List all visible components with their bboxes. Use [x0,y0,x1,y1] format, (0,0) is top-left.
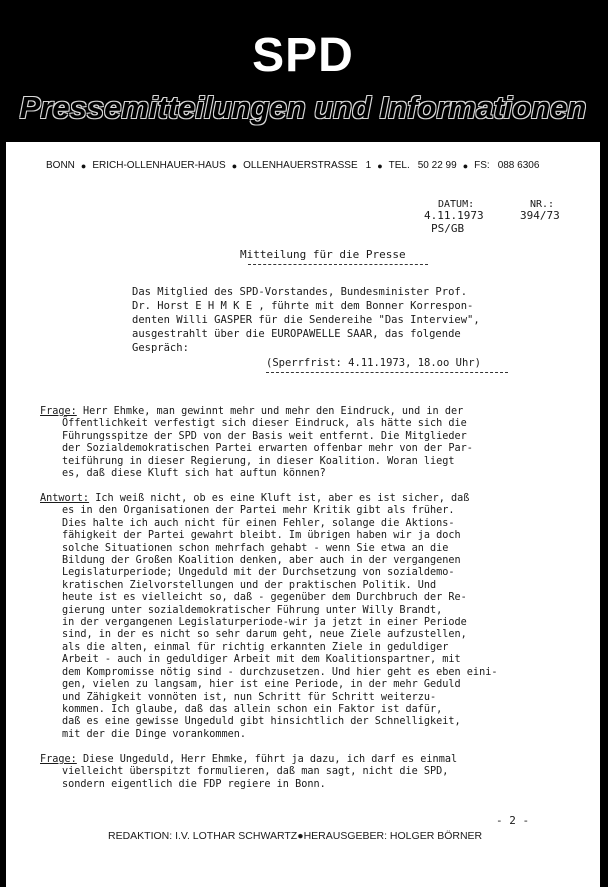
qa-line: gen, vielen zu langsam, hier ist eine Periode, in der mehr Geduld [62,679,461,691]
qa-line: daß es eine gewisse Ungeduld gibt hinsichtlich der Schnelligkeit, [62,716,461,728]
nr-label: NR.: [530,199,555,210]
qa-line: es, daß diese Kluft sich hat auftun können? [62,468,326,480]
qa-question-1 [40,406,580,480]
address-building: ERICH-OLLENHAUER-HAUS [92,160,226,171]
bullet-icon: ● [297,830,304,842]
nr-value: 394/73 [520,209,560,222]
sperrfrist-underline [266,372,508,373]
intro-paragraph [132,285,552,355]
qa-line: solche Situationen schon mehrfach gehabt - wenn Sie etwa an die [62,542,449,554]
bullet-icon: ● [462,160,469,171]
address-street: OLLENHAUERSTRASSE [243,160,358,171]
qa-line: heute ist es vielleicht so, daß - gegenüber dem Durchbruch der Re- [62,592,467,604]
fs-number: 088 6306 [497,160,540,171]
qa-line: Führungsspitze der SPD von der Basis weit entfernt. Die Mitglieder [62,430,467,442]
qa-label-frage: Frage: [40,406,77,417]
qa-line: Bildung der Großen Koalition denken, aber auch in der vergangenen [62,555,461,567]
qa-line: kratischen Zielvorstellungen und der praktischen Politik. Und [62,579,437,591]
bullet-icon: ● [231,160,238,171]
qa-line: als die alten, einmal für richtig erkannten Ziele in geduldiger [62,641,449,653]
intro-line: denten Willi GASPER für die Sendereihe "Das Interview", [132,314,480,326]
qa-label-antwort: Antwort: [40,493,90,504]
footer-herausgeber: HERAUSGEBER: HOLGER BÖRNER [303,830,483,842]
heading-underline [248,264,428,265]
qa-line: und Zähigkeit vonnöten ist, nun Schritt für Schritt weiterzu- [62,691,437,703]
qa-line: Öffentlichkeit verfestigt sich dieser Eindruck, als hätte sich die [62,418,467,430]
qa-line: Antwort: Ich weiß nicht, ob es eine Kluft ist, aber es ist sicher, daß [40,493,470,504]
qa-line: Arbeit - auch in geduldiger Arbeit mit dem Koalitionspartner, mit [62,654,461,666]
qa-line: fähigkeit der Partei gewahrt bleibt. Im übrigen haben wir ja doch [62,530,461,542]
scan-edge-right [600,0,608,887]
qa-line: sondern eigentlich die FDP regiere in Bonn. [62,778,326,790]
bullet-icon: ● [377,160,383,171]
intro-line: ausgestrahlt über die EUROPAWELLE SAAR, das folgende [132,328,461,340]
footer-redaktion: REDAKTION: I.V. LOTHAR SCHWARTZ [108,830,298,842]
page-number: - 2 - [496,814,530,827]
tel-number: 50 22 99 [417,160,457,171]
document-heading: Mitteilung für die Presse [240,248,406,261]
qa-line: kommen. Ich glaube, daß das allein schon ein Faktor ist dafür, [62,703,443,715]
address-number: 1 [365,160,372,171]
qa-line: gierung unter sozialdemokratischer Führung unter Willy Brandt, [62,604,443,616]
tel-label: TEL. [388,160,410,171]
qa-line: Legislaturperiode; Ungeduld mit der Durchsetzung von sozialdemo- [62,567,455,579]
qa-line: Dies halte ich auch nicht für einen Fehler, solange die Aktions- [62,517,455,529]
masthead-subtitle: Pressemitteilungen und Informationen [19,90,587,125]
datum-label: DATUM: [438,199,475,210]
qa-line: vielleicht überspitzt formulieren, daß man sagt, nicht die SPD, [62,766,449,778]
intro-line: Gespräch: [132,342,189,354]
qa-question-2 [40,754,580,791]
footer [108,830,538,842]
qa-line: mit der die Dinge vorankommen. [62,728,247,740]
datum-value: 4.11.1973 [424,209,484,222]
bullet-icon: ● [80,160,87,171]
intro-line: Das Mitglied des SPD-Vorstandes, Bundesminister Prof. [132,286,468,298]
masthead [6,0,600,142]
qa-line: Frage: Herr Ehmke, man gewinnt mehr und mehr den Eindruck, und in der [40,406,464,417]
qa-answer-1 [40,493,580,741]
intro-line: Dr. Horst E H M K E , führte mit dem Bonner Korrespon- [132,300,474,312]
qa-line: Frage: Diese Ungeduld, Herr Ehmke, führt ja dazu, ich darf es einmal [40,754,458,765]
fs-label: FS: [474,160,490,171]
qa-line: es in den Organisationen der Partei mehr Kritik gibt als früher. [62,505,455,517]
qa-line: sind, in der es nicht so sehr darum geht, neue Ziele aufzustellen, [62,629,467,641]
spd-logo: SPD [252,29,354,82]
qa-line: in der vergangenen Legislaturperiode-wir ja jetzt in einer Periode [62,617,467,629]
qa-line: der Sozialdemokratischen Partei erwarten offenbar mehr von der Par- [62,443,473,455]
address-line [46,160,586,171]
qa-line: teiführung in dieser Regierung, in dieser Koalition. Woran liegt [62,455,455,467]
qa-label-frage: Frage: [40,754,77,765]
initials: PS/GB [431,222,465,235]
sperrfrist: (Sperrfrist: 4.11.1973, 18.oo Uhr) [266,357,481,369]
qa-line: dem Kompromisse nötig sind - durchzusetzen. Und hier geht es eben eini- [62,666,498,678]
address-city: BONN [46,160,75,171]
